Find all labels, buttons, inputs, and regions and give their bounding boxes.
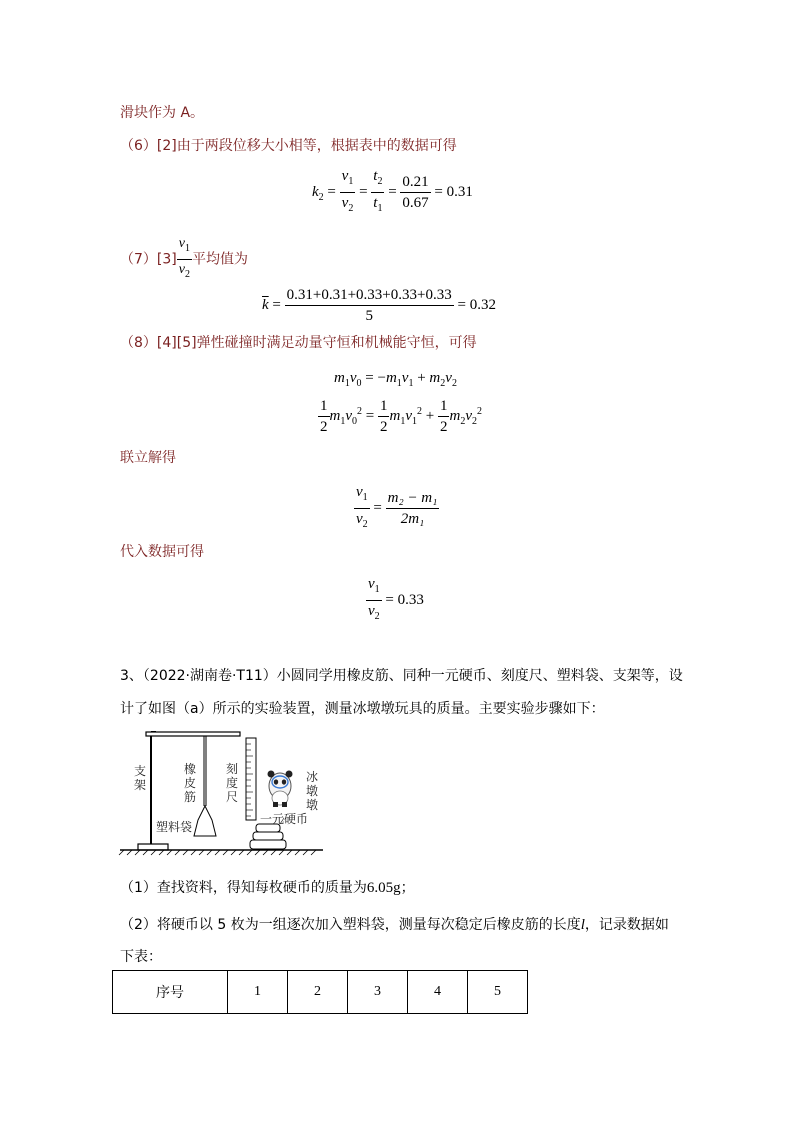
equation-ratio: $\frac{v_1}{v_2}$ = $\frac{\text{m₂ − m₁}}{\text{2m₁}}$ — [356, 484, 438, 530]
text-line-3: （7）[3] $\frac{v_1}{v_2}$ 平均值为 — [120, 236, 248, 280]
equation-mean-k: $\overline{k}$ = $\frac{0.31+0.31+0.33+0.33+0.33}{5}$ = 0.32 — [262, 287, 496, 324]
label-ruler: 刻度尺 — [226, 762, 239, 804]
experiment-figure — [118, 728, 328, 856]
label-rubber-band: 橡皮筋 — [184, 762, 197, 804]
table-cell: 4 — [408, 971, 468, 1014]
label-bag: 塑料袋 — [156, 820, 193, 834]
step-2-line-1: （2）将硬币以 5 枚为一组逐次加入塑料袋，测量每次稳定后橡皮筋的长度l，记录数据如 — [120, 917, 669, 933]
text-line-4: （8）[4][5]弹性碰撞时满足动量守恒和机械能守恒，可得 — [120, 335, 477, 351]
text-line-2: （6）[2]由于两段位移大小相等，根据表中的数据可得 — [120, 138, 457, 154]
apparatus-diagram — [118, 728, 328, 856]
table-row — [113, 971, 528, 1014]
equation-momentum: $m_1v_0 = -m_1v_1 + m_2v_2$ — [334, 370, 457, 389]
question-line-2: 计了如图（a）所示的实验装置，测量冰墩墩玩具的质量。主要实验步骤如下： — [120, 701, 605, 717]
table-cell: 1 — [228, 971, 288, 1014]
step-2-line-2: 下表： — [120, 949, 162, 965]
label-bing-dwen-dwen: 冰墩墩 — [306, 770, 319, 812]
panda-mascot — [268, 771, 293, 808]
table-cell: 5 — [468, 971, 528, 1014]
table-cell: 2 — [288, 971, 348, 1014]
equation-k2: $k_2$ = $\frac{v_1}{v_2}$ = $\frac{t_2}{t_1}$ = $\frac{0.21}{0.67}$ = 0.31 — [312, 168, 473, 214]
step-1: （1）查找资料，得知每枚硬币的质量为6.05g； — [120, 880, 415, 896]
text-line-6: 代入数据可得 — [120, 544, 204, 560]
text-line-5: 联立解得 — [120, 450, 176, 466]
text-line-1: 滑块作为 A。 — [120, 105, 205, 121]
question-line-1: 3、（2022·湖南卷·T11）小圆同学用橡皮筋、同种一元硬币、刻度尺、塑料袋、支架等，设 — [120, 668, 683, 684]
table-header-cell: 序号 — [113, 971, 228, 1014]
table-cell: 3 — [348, 971, 408, 1014]
label-stand: 支架 — [134, 764, 147, 792]
label-coin: 一元硬币 — [260, 812, 309, 826]
equation-energy: $\frac{1}{2}$ $m_1v_0^2$ = $\frac{1}{2}$ $m_1v_1^2$ + $\frac{1}{2}$ $m_2v_2^2$ — [320, 398, 482, 435]
equation-result: $\frac{v_1}{v_2}$ = 0.33 — [368, 576, 424, 622]
data-table — [112, 970, 528, 1014]
